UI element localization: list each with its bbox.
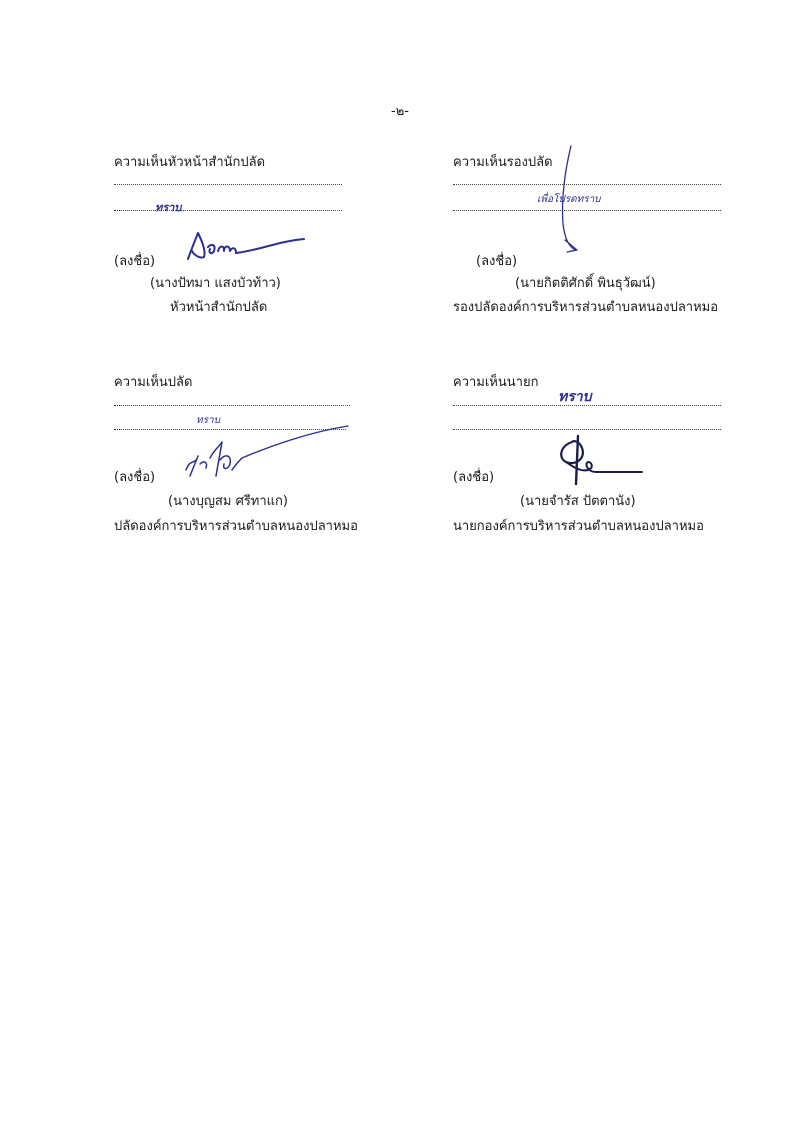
- sign-label: (ลงชื่อ): [114, 470, 156, 485]
- block-heading: ความเห็นนายก: [453, 375, 539, 390]
- block-heading: ความเห็นรองปลัด: [453, 155, 553, 170]
- comment-line: [114, 184, 342, 185]
- signature-image: [180, 225, 310, 265]
- signer-position: ปลัดองค์การบริหารส่วนตำบลหนองปลาหมอ: [114, 519, 358, 534]
- signature-image: [552, 432, 652, 488]
- handwritten-note: ทราบ: [155, 201, 182, 214]
- signature-image: [555, 140, 595, 260]
- comment-line: [114, 405, 350, 406]
- signer-position: หัวหน้าสำนักปลัด: [170, 300, 268, 315]
- handwritten-note: ทราบ: [558, 389, 592, 405]
- sign-label: (ลงชื่อ): [453, 470, 495, 485]
- signer-position: นายกองค์การบริหารส่วนตำบลหนองปลาหมอ: [453, 519, 704, 534]
- block-heading: ความเห็นหัวหน้าสำนักปลัด: [114, 155, 266, 170]
- signature-image: [180, 420, 350, 480]
- page-number: -๒-: [391, 104, 409, 119]
- handwritten-note: ทราบ: [196, 415, 220, 426]
- sign-label: (ลงชื่อ): [476, 254, 518, 269]
- signer-name: (นางบุญสม ศรีทาแก): [168, 494, 288, 509]
- block-heading: ความเห็นปลัด: [114, 375, 193, 390]
- signer-name: (นางปัทมา แสงบัวท้าว): [150, 276, 281, 291]
- signer-name: (นายจำรัส ปัตตานัง): [520, 494, 636, 509]
- signer-name: (นายกิตติศักดิ์ พินธุวัฒน์): [515, 276, 656, 291]
- handwritten-note: เพื่อโปรดทราบ: [537, 194, 601, 205]
- comment-line: [453, 429, 721, 430]
- signer-position: รองปลัดองค์การบริหารส่วนตำบลหนองปลาหมอ: [453, 300, 719, 315]
- sign-label: (ลงชื่อ): [114, 254, 156, 269]
- comment-line: [114, 210, 342, 211]
